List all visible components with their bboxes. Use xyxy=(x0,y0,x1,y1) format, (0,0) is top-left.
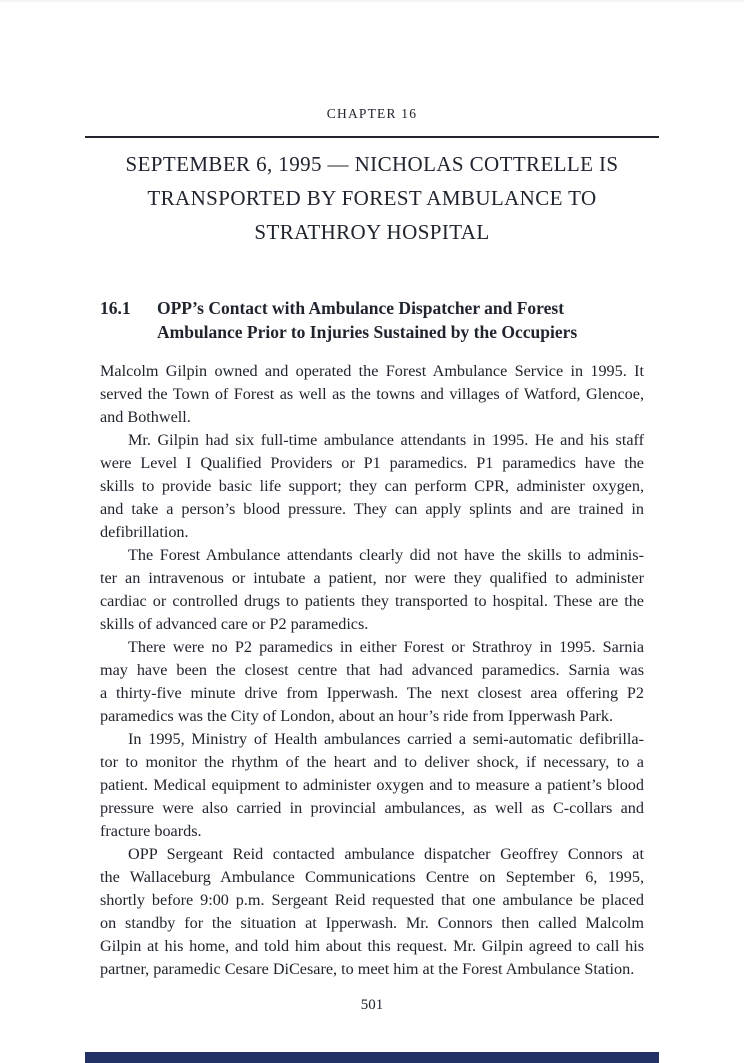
paragraph xyxy=(100,843,644,981)
paragraph-line: skills of advanced care or P2 paramedics. xyxy=(100,615,369,633)
body-paragraphs xyxy=(100,360,644,981)
chapter-label: CHAPTER 16 xyxy=(326,106,418,121)
paragraph-line: Mr. Gilpin had six full-time ambulance attendants in 1995. He and his staff xyxy=(128,431,644,449)
paragraph-line: and take a person’s blood pressure. They can apply splints and are trained in xyxy=(100,500,644,518)
paragraph xyxy=(100,360,644,429)
paragraph-line: pressure were also carried in provincial ambulances, as well as C-collars and xyxy=(100,799,644,817)
paragraph-line: shortly before 9:00 p.m. Sergeant Reid requested that one ambulance be placed xyxy=(100,891,644,909)
paragraph-line: the Wallaceburg Ambulance Communications Centre on September 6, 1995, xyxy=(100,868,644,886)
title-line: STRATHROY HOSPITAL xyxy=(254,220,490,244)
section-heading-line: OPP’s Contact with Ambulance Dispatcher and Forest xyxy=(157,298,565,318)
text-block xyxy=(85,296,659,981)
paragraph-line: paramedics was the City of London, about an hour’s ride from Ipperwash Park. xyxy=(100,707,614,725)
paragraph-line: The Forest Ambulance attendants clearly did not have the skills to adminis- xyxy=(128,546,644,564)
paragraph-line: In 1995, Ministry of Health ambulances carried a semi-automatic defibrilla- xyxy=(128,730,644,748)
paragraph-line: were Level I Qualified Providers or P1 paramedics. P1 paramedics have the xyxy=(100,454,644,472)
paragraph-line: skills to provide basic life support; they can perform CPR, administer oxygen, xyxy=(100,477,644,495)
paragraph-line: defibrillation. xyxy=(100,523,189,541)
paragraph-line: may have been the closest centre that had advanced paramedics. Sarnia was xyxy=(100,661,644,679)
paragraph-line: OPP Sergeant Reid contacted ambulance dispatcher Geoffrey Connors at xyxy=(128,845,644,863)
paragraph-line: fracture boards. xyxy=(100,822,202,840)
paragraph-line: cardiac or controlled drugs to patients they transported to hospital. These are the xyxy=(100,592,644,610)
paragraph-line: ter an intravenous or intubate a patient, nor were they qualified to administer xyxy=(100,569,644,587)
footer-bar xyxy=(85,1052,659,1063)
paragraph-line: tor to monitor the rhythm of the heart and to deliver shock, if necessary, to a xyxy=(100,753,644,771)
section-heading-lines xyxy=(157,296,644,344)
paragraph-line: patient. Medical equipment to administer oxygen and to measure a patient’s blood xyxy=(100,776,644,794)
paragraph-line: Malcolm Gilpin owned and operated the Forest Ambulance Service in 1995. It xyxy=(100,362,644,380)
content-column xyxy=(85,2,659,981)
paragraph-line: There were no P2 paramedics in either Forest or Strathroy in 1995. Sarnia xyxy=(128,638,644,656)
title-line: TRANSPORTED BY FOREST AMBULANCE TO xyxy=(147,186,597,210)
paragraph-line: served the Town of Forest as well as the towns and villages of Watford, Glencoe, xyxy=(100,385,644,403)
paragraph-line: a thirty-five minute drive from Ipperwash. The next closest area offering P2 xyxy=(100,684,644,702)
paragraph-line: and Bothwell. xyxy=(100,408,191,426)
paragraph-line: on standby for the situation at Ipperwash. Mr. Connors then called Malcolm xyxy=(100,914,644,932)
paragraph xyxy=(100,544,644,636)
paragraph-line: partner, paramedic Cesare DiCesare, to meet him at the Forest Ambulance Station. xyxy=(100,960,635,978)
page-number: 501 xyxy=(360,997,384,1013)
chapter-title xyxy=(85,147,659,249)
paragraph xyxy=(100,728,644,843)
paragraph-line: Gilpin at his home, and told him about this request. Mr. Gilpin agreed to call his xyxy=(100,937,644,955)
section-number: 16.1 xyxy=(100,298,131,318)
section-heading-line: Ambulance Prior to Injuries Sustained by the Occupiers xyxy=(157,322,578,342)
title-line: SEPTEMBER 6, 1995 — NICHOLAS COTTRELLE IS xyxy=(125,152,619,176)
paragraph xyxy=(100,636,644,728)
section-heading xyxy=(100,296,644,344)
chapter-rule xyxy=(85,136,659,138)
paragraph xyxy=(100,429,644,544)
